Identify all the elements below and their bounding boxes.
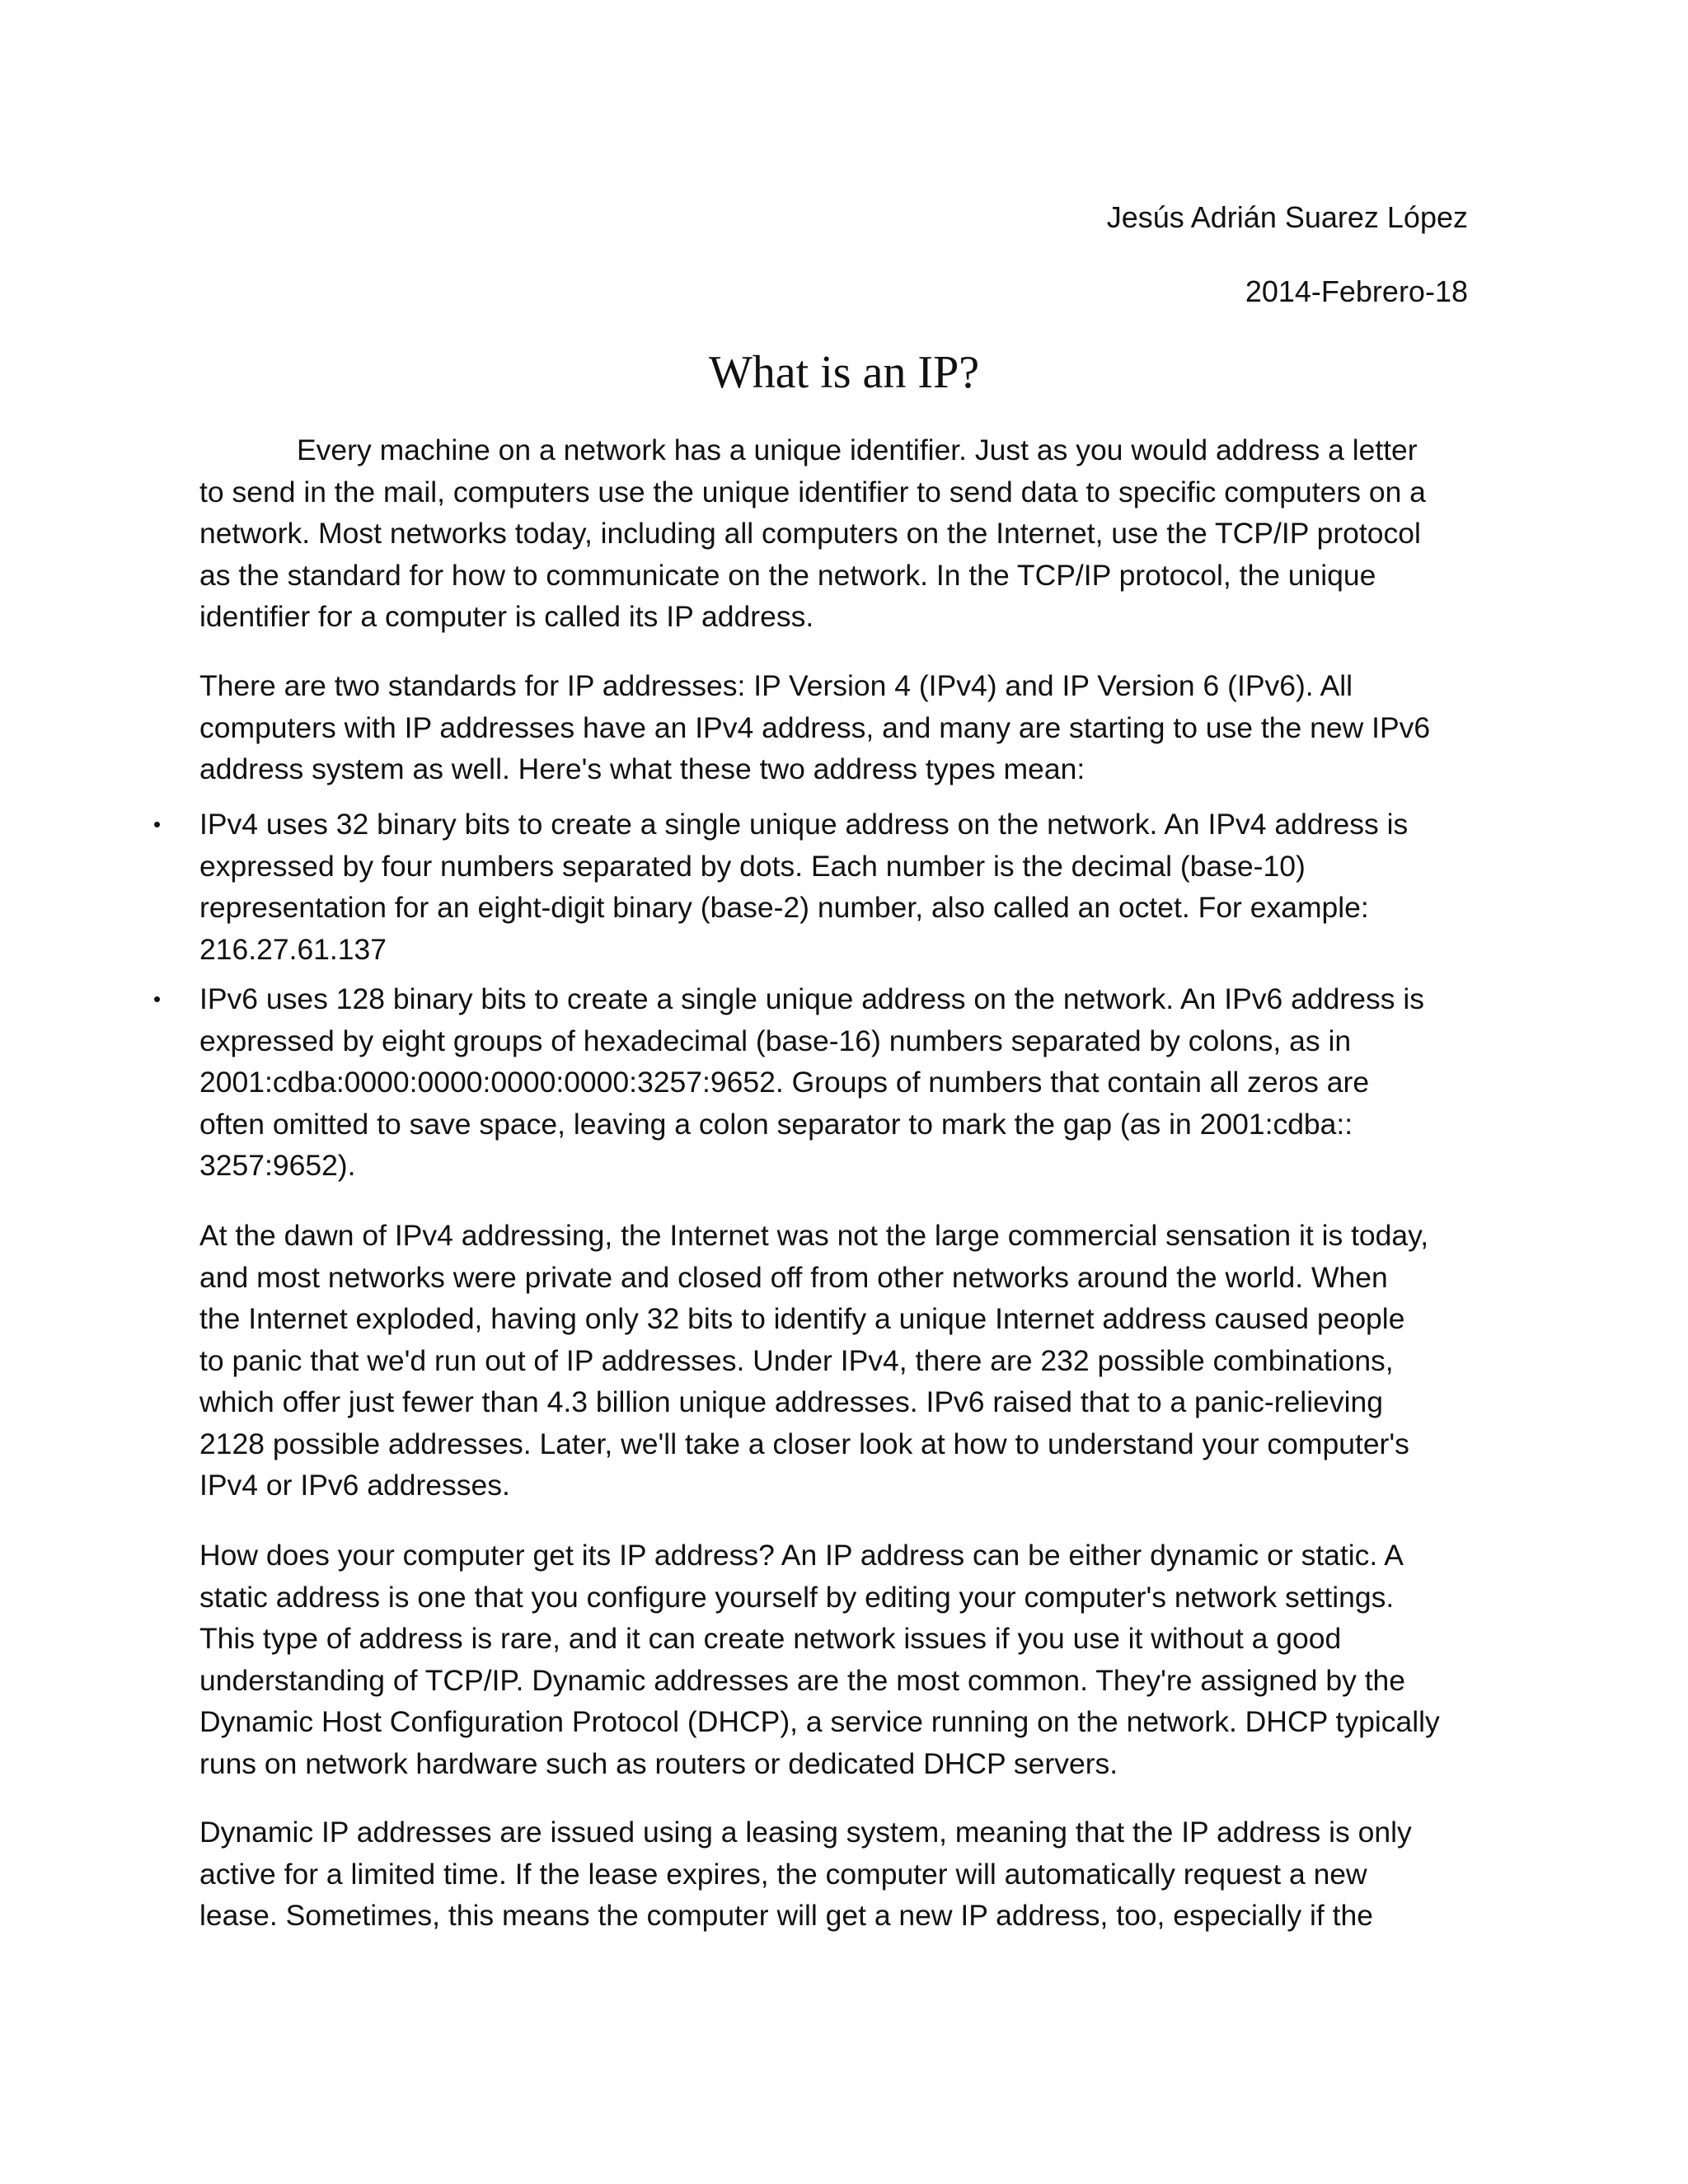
paragraph-line: active for a limited time. If the lease expires, the computer will automatically request a new <box>199 1857 1367 1891</box>
bullet-line: 2001:cdba:0000:0000:0000:0000:3257:9652. Groups of numbers that contain all zeros are <box>199 1066 1370 1099</box>
paragraph-line: static address is one that you configure yourself by editing your computer's network settings. <box>199 1580 1395 1614</box>
bullet-line: representation for an eight-digit binary (base-2) number, also called an octet. For example: <box>199 891 1369 924</box>
document-title: What is an IP? <box>708 347 980 398</box>
bullet-line: expressed by eight groups of hexadecimal (base-16) numbers separated by colons, as in <box>199 1024 1352 1057</box>
paragraph-line: identifier for a computer is called its IP address. <box>199 600 814 633</box>
paragraph-line: At the dawn of IPv4 addressing, the Internet was not the large commercial sensation it is today, <box>199 1219 1429 1252</box>
paragraph-line: computers with IP addresses have an IPv4 address, and many are starting to use the new IPv6 <box>199 710 1431 744</box>
author-name: Jesús Adrián Suarez López <box>1106 200 1468 234</box>
paragraph-line: How does your computer get its IP address? An IP address can be either dynamic or static. A <box>199 1539 1404 1572</box>
paragraph-line: 2128 possible addresses. Later, we'll take a closer look at how to understand your computer's <box>199 1427 1409 1460</box>
paragraph-line: address system as well. Here's what these two address types mean: <box>199 752 1085 785</box>
paragraph-line: IPv4 or IPv6 addresses. <box>199 1469 510 1502</box>
paragraph-line: network. Most networks today, including all computers on the Internet, use the TCP/IP protocol <box>199 517 1421 550</box>
paragraph-line: the Internet exploded, having only 32 bits to identify a unique Internet address caused people <box>199 1302 1405 1335</box>
paragraph-line: Dynamic IP addresses are issued using a leasing system, meaning that the IP address is only <box>199 1816 1412 1849</box>
paragraph-line: which offer just fewer than 4.3 billion unique addresses. IPv6 raised that to a panic-relieving <box>199 1385 1383 1418</box>
bullet-line: 3257:9652). <box>199 1149 356 1182</box>
bullet-marker: • <box>153 987 162 1011</box>
paragraph-line: understanding of TCP/IP. Dynamic addresses are the most common. They're assigned by the <box>199 1663 1406 1697</box>
paragraph-line: to panic that we'd run out of IP addresses. Under IPv4, there are 232 possible combinations, <box>199 1343 1394 1377</box>
bullet-ipv6 <box>199 978 1493 1187</box>
paragraph-line: and most networks were private and closed off from other networks around the world. When <box>199 1260 1388 1294</box>
bullet-line: IPv6 uses 128 binary bits to create a single unique address on the network. An IPv6 address is <box>199 982 1424 1015</box>
document-date: 2014-Febrero-18 <box>1245 274 1468 308</box>
paragraph-line: This type of address is rare, and it can create network issues if you use it without a good <box>199 1622 1342 1655</box>
bullet-line: IPv4 uses 32 binary bits to create a single unique address on the network. An IPv4 address is <box>199 808 1409 841</box>
paragraph-standards <box>199 665 1493 790</box>
paragraph-line: Dynamic Host Configuration Protocol (DHCP), a service running on the network. DHCP typically <box>199 1705 1440 1738</box>
paragraph-line: There are two standards for IP addresses: IP Version 4 (IPv4) and IP Version 6 (IPv6). All <box>199 669 1353 702</box>
paragraph-line: as the standard for how to communicate on the network. In the TCP/IP protocol, the unique <box>199 558 1376 592</box>
paragraph-history <box>199 1215 1493 1507</box>
paragraph-line: Every machine on a network has a unique identifier. Just as you would address a letter <box>297 434 1418 466</box>
paragraph-line: runs on network hardware such as routers or dedicated DHCP servers. <box>199 1746 1118 1780</box>
bullet-line: expressed by four numbers separated by dots. Each number is the decimal (base-10) <box>199 849 1306 883</box>
paragraph-line: to send in the mail, computers use the unique identifier to send data to specific computers on a <box>199 475 1426 509</box>
paragraph-intro <box>199 429 1493 638</box>
bullet-ipv4 <box>199 804 1493 970</box>
paragraph-dynamic-static <box>199 1535 1493 1784</box>
bullet-marker: • <box>153 812 162 837</box>
paragraph-leasing <box>199 1811 1493 1937</box>
paragraph-line: lease. Sometimes, this means the computer will get a new IP address, too, especially if the <box>199 1899 1373 1932</box>
bullet-line: often omitted to save space, leaving a colon separator to mark the gap (as in 2001:cdba:: <box>199 1107 1353 1141</box>
bullet-line: 216.27.61.137 <box>199 932 387 966</box>
